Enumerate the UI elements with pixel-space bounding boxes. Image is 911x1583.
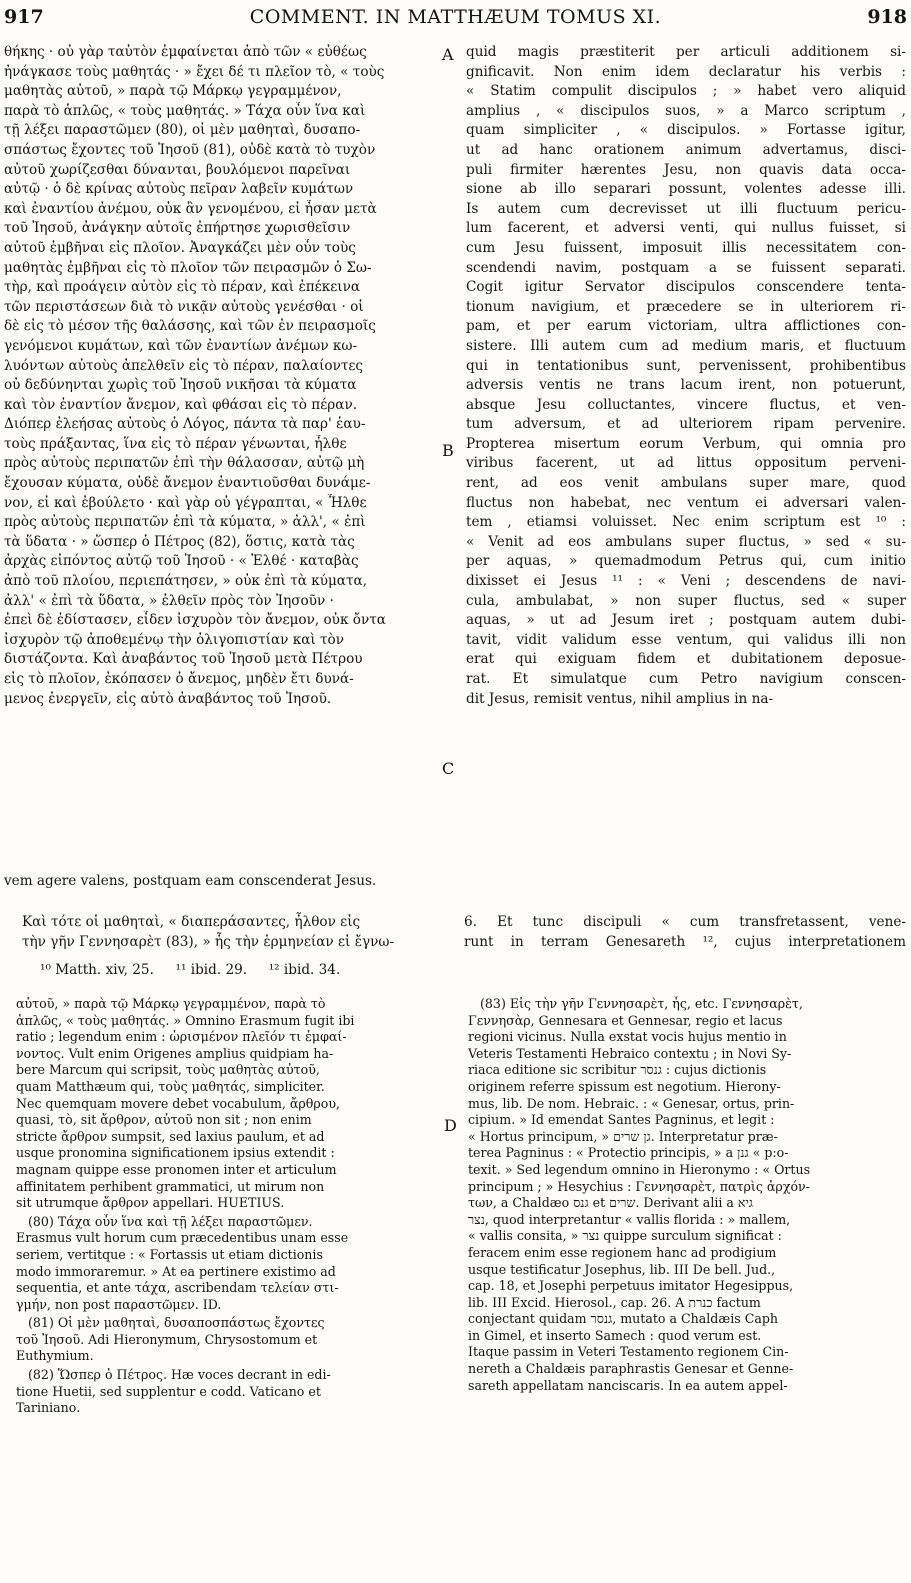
note-line: conjectant quidam גנסר, mutato a Chaldæis Caph	[468, 1311, 779, 1327]
note-line: cipium. » Id emendat Santes Pagninus, et legit :	[468, 1112, 775, 1128]
note-line: « Hortus principum, » גן שרים. Interpretatur præ-	[468, 1128, 778, 1144]
note-line: texit. » Sed legendum omnino in Hieronymo : « Ortus	[468, 1161, 811, 1177]
latin-line: scendendi navim, postquam a se fuissent separati.	[466, 259, 906, 276]
note-line: quasi, τὸ, sit ἄρθρον, αὐτοῦ non sit ; non enim	[16, 1112, 312, 1128]
latin-line: fluctus non habebat, nec ventum ei adversari valen-	[466, 494, 906, 511]
note-paragraph	[16, 1367, 440, 1417]
greek-line: τὴν γῆν Γεννησαρὲτ (83), » ἧς τὴν ἑρμηνείαν εἰ ἔγνω-	[22, 933, 395, 950]
greek-line: σπάστως ἔχοντες τοῦ Ἰησοῦ (81), οὐδὲ κατὰ τὸ τυχὸν	[4, 141, 376, 158]
note-line: magnam quippe esse pronomen inter et articulum	[16, 1161, 337, 1177]
greek-line: οὐ δεδύνηνται χωρὶς τοῦ Ἰησοῦ νικῆσαι τὰ κύματα	[4, 377, 357, 394]
greek-line: διστάζοντα. Καὶ ἀναβάντος τοῦ Ἰησοῦ μετὰ Πέτρου	[4, 651, 363, 668]
note-line: nereth a Chaldæis paraphrastis Genesar et Genne-	[468, 1361, 794, 1377]
latin-line: Is autem cum decrevisset ut illi fluctuum pericu-	[466, 200, 906, 217]
notes-left-column	[16, 996, 440, 1419]
greek-line: τὰ ὕδατα · » ὥσπερ ὁ Πέτρος (82), ὅστις, κατὰ τὰς	[4, 533, 355, 550]
greek-line: ἔχουσαν κύματα, οὐδὲ ἄνεμον ἐναντιοῦσθαι δυνάμε-	[4, 475, 371, 492]
note-paragraph	[16, 996, 440, 1212]
latin-line: « Statim compulit discipulos ; » habet vero aliquid	[466, 83, 906, 100]
latin-line: rent, ad eos venit ambulans super mare, quod	[466, 475, 906, 492]
note-line: « vallis consita, » נצר quippe surculum significat :	[468, 1228, 782, 1244]
note-line: (80) Τάχα οὖν ἵνα καὶ τῇ λέξει παραστῶμεν.	[28, 1213, 313, 1229]
notes-right-column	[468, 996, 906, 1394]
note-line: ratio ; legendum enim : ὡρισμένον πλεῖόν τι ἐμφαί-	[16, 1029, 347, 1045]
greek-line: μαθητὰς αὐτοῦ, » παρὰ τῷ Μάρκῳ γεγραμμένον,	[4, 83, 342, 100]
note-line: usque pronomina significationem ipsius extendit :	[16, 1145, 335, 1161]
note-line: lib. III Excid. Hierosol., cap. 26. A כנרת factum	[468, 1294, 761, 1310]
greek-line: τὴρ, καὶ προάγειν αὐτὸν εἰς τὸ πέραν, καὶ ἐπέκεινα	[4, 279, 361, 296]
latin-line: quam simpliciter , « discipulos. » Fortasse igitur,	[466, 122, 906, 139]
note-line: sareth appellatam nanciscaris. In ea autem appel-	[468, 1377, 788, 1393]
greek-line: θήκης · οὐ γὰρ ταὐτὸν ἐμφαίνεται ἀπὸ τῶν « εὐθέως	[4, 44, 367, 60]
note-line: mus, lib. De nom. Hebraic. : « Genesar, ortus, prin-	[468, 1095, 795, 1111]
greek-line: δὲ εἰς τὸ μέσον τῆς θαλάσσης, καὶ τῶν ἐν πειρασμοῖς	[4, 318, 376, 335]
note-line: Erasmus vult horum cum præcedentibus unam esse	[16, 1230, 349, 1246]
note-line: ἁπλῶς, « τοὺς μαθητάς. » Omnino Erasmum fugit ibi	[16, 1012, 355, 1028]
note-line: terea Pagninus : « Protectio principis, » a גנן « p:o-	[468, 1145, 789, 1161]
margin-marker-d: D	[444, 1116, 457, 1135]
greek-line: Καὶ τότε οἱ μαθηταὶ, « διαπεράσαντες, ἦλθον εἰς	[22, 914, 361, 930]
note-line: sequentia, et ante τάχα, ascribendam τελείαν στι-	[16, 1280, 339, 1296]
latin-line: adversis ventis ne trans lacum irent, non potuerunt,	[466, 377, 906, 394]
greek-line: αὐτοῦ χωρίζεσθαι δύνανται, βουλόμενοι παρεῖναι	[4, 161, 351, 178]
latin-line: « Venit ad eos ambulans super fluctus, » sed « su-	[466, 533, 906, 550]
greek-line: αὐτῷ · ὁ δὲ κρίνας αὐτοὺς πεῖραν λαβεῖν κυμάτων	[4, 181, 354, 198]
note-paragraph	[16, 1214, 440, 1314]
latin-line: cum Jesu fuissent, imposuit illis necessitatem con-	[466, 239, 906, 256]
note-line: seriem, vertitque : « Fortassis ut etiam dictionis	[16, 1246, 323, 1262]
note-line: in Gimel, et inserto Samech : quod verum est.	[468, 1327, 762, 1343]
latin-section-2	[464, 912, 906, 951]
latin-line: lum facerent, et adversi venti, qui nullus fuisset, si	[466, 220, 906, 237]
latin-line: Propterea misertum eorum Verbum, qui omnia pro	[466, 435, 906, 452]
note-line: originem referre spissum est negotium. Hierony-	[468, 1078, 781, 1094]
note-line: modo immoraremur. » At ea pertinere existimo ad	[16, 1263, 336, 1279]
note-line: (81) Οἱ μὲν μαθηταὶ, δυσαποσπάστως ἔχοντες	[28, 1315, 325, 1331]
greek-line: καὶ ἐναντίου ἀνέμου, οὐκ ἂν γενομένου, εἰ ἦσαν μετὰ	[4, 200, 377, 217]
note-line: feracem enim esse regionem hanc ad prodigium	[468, 1244, 777, 1260]
greek-line: γενόμενοι κυμάτων, καὶ τῶν ἐναντίων ἀνέμων κω-	[4, 337, 358, 354]
latin-line: tum adversum, et ad ulteriorem ripam pervenire.	[466, 416, 906, 433]
note-line: sit utrumque ἄρθρον appellari. HUETIUS.	[16, 1195, 285, 1211]
latin-line: pam, et per earum victoriam, ultra afflictiones con-	[466, 318, 906, 335]
greek-line: τῇ λέξει παραστῶμεν (80), οἱ μὲν μαθηταὶ, δυσαπο-	[4, 122, 361, 139]
latin-line: sione ab illo separari possunt, volentes adesse illi.	[466, 181, 906, 198]
latin-line: sistere. Illi autem cum ad medium maris, et fluctuum	[466, 337, 906, 354]
note-line: αὐτοῦ, » παρὰ τῷ Μάρκῳ γεγραμμένον, παρὰ τὸ	[16, 996, 326, 1011]
note-line: Tarinianο.	[16, 1400, 81, 1416]
greek-line: πρὸς αὐτοὺς περιπατῶν ἐπὶ τὴν θάλασσαν, αὐτῷ μὴ	[4, 455, 365, 472]
note-line: Γεννησὰρ, Gennesara et Gennesar, regio et lacus	[468, 1012, 783, 1028]
latin-line: absque Jesu colluctantes, vincere fluctus, et ven-	[466, 396, 906, 413]
full-width-line: vem agere valens, postquam eam conscenderat Jesus.	[4, 873, 377, 889]
note-line: Itaque passim in Veteri Testamento regionem Cin-	[468, 1344, 789, 1360]
latin-line: dit Jesus, remisit ventus, nihil amplius in na-	[466, 690, 774, 707]
greek-line: πρὸς αὐτοὺς περιπατῶν ἐπὶ τὰ κύματα, » ἀλλ', « ἐπὶ	[4, 514, 366, 531]
note-line: Nec quemquam movere debet vocabulum, ἄρθρου,	[16, 1095, 341, 1111]
scripture-footnotes: ¹⁰ Matth. xiv, 25. ¹¹ ibid. 29. ¹² ibid. 34.	[40, 962, 341, 978]
margin-marker-c: C	[442, 759, 455, 778]
note-line: Veteris Testamenti Hebraico contextu ; in Novi Sy-	[468, 1045, 792, 1061]
greek-line: ἐπεὶ δὲ ἐδίστασεν, εἶδεν ἰσχυρὸν τὸν ἄνεμον, οὐκ ὄντα	[4, 612, 386, 629]
greek-line: μενος ἐνεργεῖν, εἰς αὐτὸ ἀναβάντος τοῦ Ἰησοῦ.	[4, 690, 332, 707]
note-line: (83) Εἰς τὴν γῆν Γεννησαρὲτ, ἧς, etc. Γεννησαρὲτ,	[480, 996, 803, 1011]
greek-line: ἀπὸ τοῦ πλοίου, περιεπάτησεν, » οὐκ ἐπὶ τὰ κύματα,	[4, 573, 368, 590]
greek-line: εἰς τὸ πλοῖον, ἐκόπασεν ὁ ἄνεμος, μηδὲν ἔτι δυνά-	[4, 671, 354, 687]
greek-line: τοῦ Ἰησοῦ, ἀνάγκην αὐτοῖς ἐπήρτησε χωρισθεῖσιν	[4, 220, 351, 237]
latin-line: tavit, vidit validum esse ventum, qui validus illi non	[466, 631, 906, 648]
greek-line: μαθητὰς ἐμβῆναι εἰς τὸ πλοῖον τῶν πειρασμῶν ὁ Σω-	[4, 259, 372, 276]
latin-line: runt in terram Genesareth ¹², cujus interpretationem	[464, 933, 906, 950]
latin-line: erat qui exiguam fidem et dubitationem deposue-	[466, 651, 906, 668]
greek-line: τοὺς πράξαντας, ἵνα εἰς τὸ πέραν γένωνται, ἦλθε	[4, 435, 347, 452]
note-line: affinitatem perhibent grammatici, ut mirum non	[16, 1178, 325, 1194]
greek-line: Διόπερ ἐλεήσας αὐτοὺς ὁ Λόγος, πάντα τὰ παρ' ἑαυ-	[4, 416, 366, 433]
greek-text-column	[4, 43, 436, 709]
latin-line: dixisset ei Jesus ¹¹ : « Veni ; descendens de navi-	[466, 573, 906, 590]
page-number-right: 918	[867, 6, 907, 28]
greek-line: τῶν περιστάσεων διὰ τὸ νικᾷν αὐτοὺς γενέσθαι · οἱ	[4, 298, 364, 315]
greek-line: ἰσχυρὸν τῷ ἀποθεμένῳ τὴν ὀλιγοπιστίαν καὶ τὸν	[4, 631, 345, 648]
greek-section-2	[22, 912, 442, 951]
note-line: tione Huetii, sed supplentur e codd. Vaticano et	[16, 1383, 321, 1399]
greek-line: ἀρχὰς εἰπόντος αὐτῷ τοῦ Ἰησοῦ · « Ἐλθέ · καταβὰς	[4, 553, 359, 570]
latin-line: rat. Et simulatque cum Petro navigium conscen-	[466, 671, 906, 687]
note-line: νοντος. Vult enim Origenes amplius quidpiam ha-	[16, 1045, 334, 1061]
greek-line: ἀλλ' « ἐπὶ τὰ ὕδατα, » ἐλθεῖν πρὸς τὸν Ἰησοῦν ·	[4, 592, 334, 609]
latin-line: qui in tentationibus sunt, pervenissent, prohibentibus	[466, 357, 906, 374]
note-line: των, a Chaldæo גנס et שרים. Derivant alii a גיא	[468, 1195, 753, 1211]
latin-line: amplius , « discipulos suos, » a Marco scriptum ,	[466, 102, 906, 119]
note-line: bere Marcum qui scripsit, τοὺς μαθητὰς αὐτοῦ,	[16, 1062, 320, 1078]
latin-line: aquas, » ut ad Jesum iret ; postquam autem dubi-	[466, 612, 906, 629]
running-head: COMMENT. IN MATTHÆUM TOMUS XI.	[249, 6, 662, 28]
note-line: נצר, quod interpretantur « vallis florida : » mallem,	[468, 1211, 791, 1227]
latin-line: tem , etiamsi voluisset. Nec enim scriptum est ¹⁰ :	[466, 514, 906, 531]
note-paragraph	[16, 1315, 440, 1365]
latin-line: puli firmiter hærentes Jesu, non quavis data occa-	[466, 161, 906, 178]
note-line: regioni vicinus. Nulla exstat vocis hujus mentio in	[468, 1029, 787, 1045]
greek-line: νον, εἰ καὶ ἐβούλετο · καὶ γὰρ οὐ γέγραπται, « Ἦλθε	[4, 494, 367, 511]
note-line: usque testificatur Josephus, lib. III De bell. Jud.,	[468, 1261, 776, 1277]
note-line: γμήν, non post παραστῶμεν. ID.	[16, 1296, 222, 1312]
note-line: riaca editione sic scribitur גנסר : cujus dictionis	[468, 1062, 767, 1078]
latin-line: cula, ambulabat, » non super fluctus, sed « super	[466, 592, 906, 609]
note-line: τοῦ Ἰησοῦ. Adi Hieronymum, Chrysostomum et	[16, 1331, 318, 1347]
latin-line: ut ad hanc orationem animum advertamus, disci-	[466, 141, 906, 158]
latin-text-column	[466, 43, 906, 709]
latin-line: 6. Et tunc discipuli « cum transfretassent, vene-	[464, 914, 906, 930]
latin-line: gnificavit. Non enim idem declaratur his verbis :	[466, 63, 906, 80]
margin-marker-a: A	[442, 45, 454, 64]
latin-line: quid magis præstiterit per articuli additionem si-	[466, 44, 906, 60]
note-line: cap. 18, et Josephi perpetuus imitator Hegesippus,	[468, 1278, 794, 1294]
note-line: principum ; » Hesychius : Γεννησαρὲτ, πατρὶς ἀρχόν-	[468, 1178, 810, 1194]
latin-line: Cogit igitur Servator discipulos conscendere tenta-	[466, 279, 906, 296]
greek-line: αὐτοῦ ἐμβῆναι εἰς πλοῖον. Ἀναγκάζει μὲν οὖν τοὺς	[4, 239, 356, 256]
latin-line: viribus facerent, ut ad littus oppositum perveni-	[466, 455, 906, 472]
note-line: stricte ἄρθρον sumpsit, sed laxius paulum, et ad	[16, 1128, 325, 1144]
greek-line: παρὰ τὸ ἁπλῶς, « τοὺς μαθητάς. » Τάχα οὖν ἵνα καὶ	[4, 102, 366, 119]
latin-line: tionum navigium, et præcedere se in ulteriorem ri-	[466, 298, 906, 315]
note-line: Euthymium.	[16, 1348, 94, 1364]
margin-marker-b: B	[442, 441, 454, 460]
greek-line: ἠνάγκασε τοὺς μαθητάς · » ἔχει δέ τι πλεῖον τὸ, « τοὺς	[4, 63, 385, 80]
greek-line: καὶ τὸν ἐναντίον ἄνεμον, καὶ φθάσαι εἰς τὸ πέραν.	[4, 396, 358, 413]
note-line: (82) Ὥσπερ ὁ Πέτρος. Hæ voces decrant in edi-	[28, 1367, 331, 1383]
greek-line: λυόντων αὐτοὺς ἀπελθεῖν εἰς τὸ πέραν, παλαίοντες	[4, 357, 364, 374]
page-number-left: 917	[4, 6, 44, 28]
latin-line: per aquas, » quemadmodum Petrus qui, cum initio	[466, 553, 906, 570]
note-line: quam Matthæum qui, τοὺς μαθητάς, simpliciter.	[16, 1078, 325, 1094]
